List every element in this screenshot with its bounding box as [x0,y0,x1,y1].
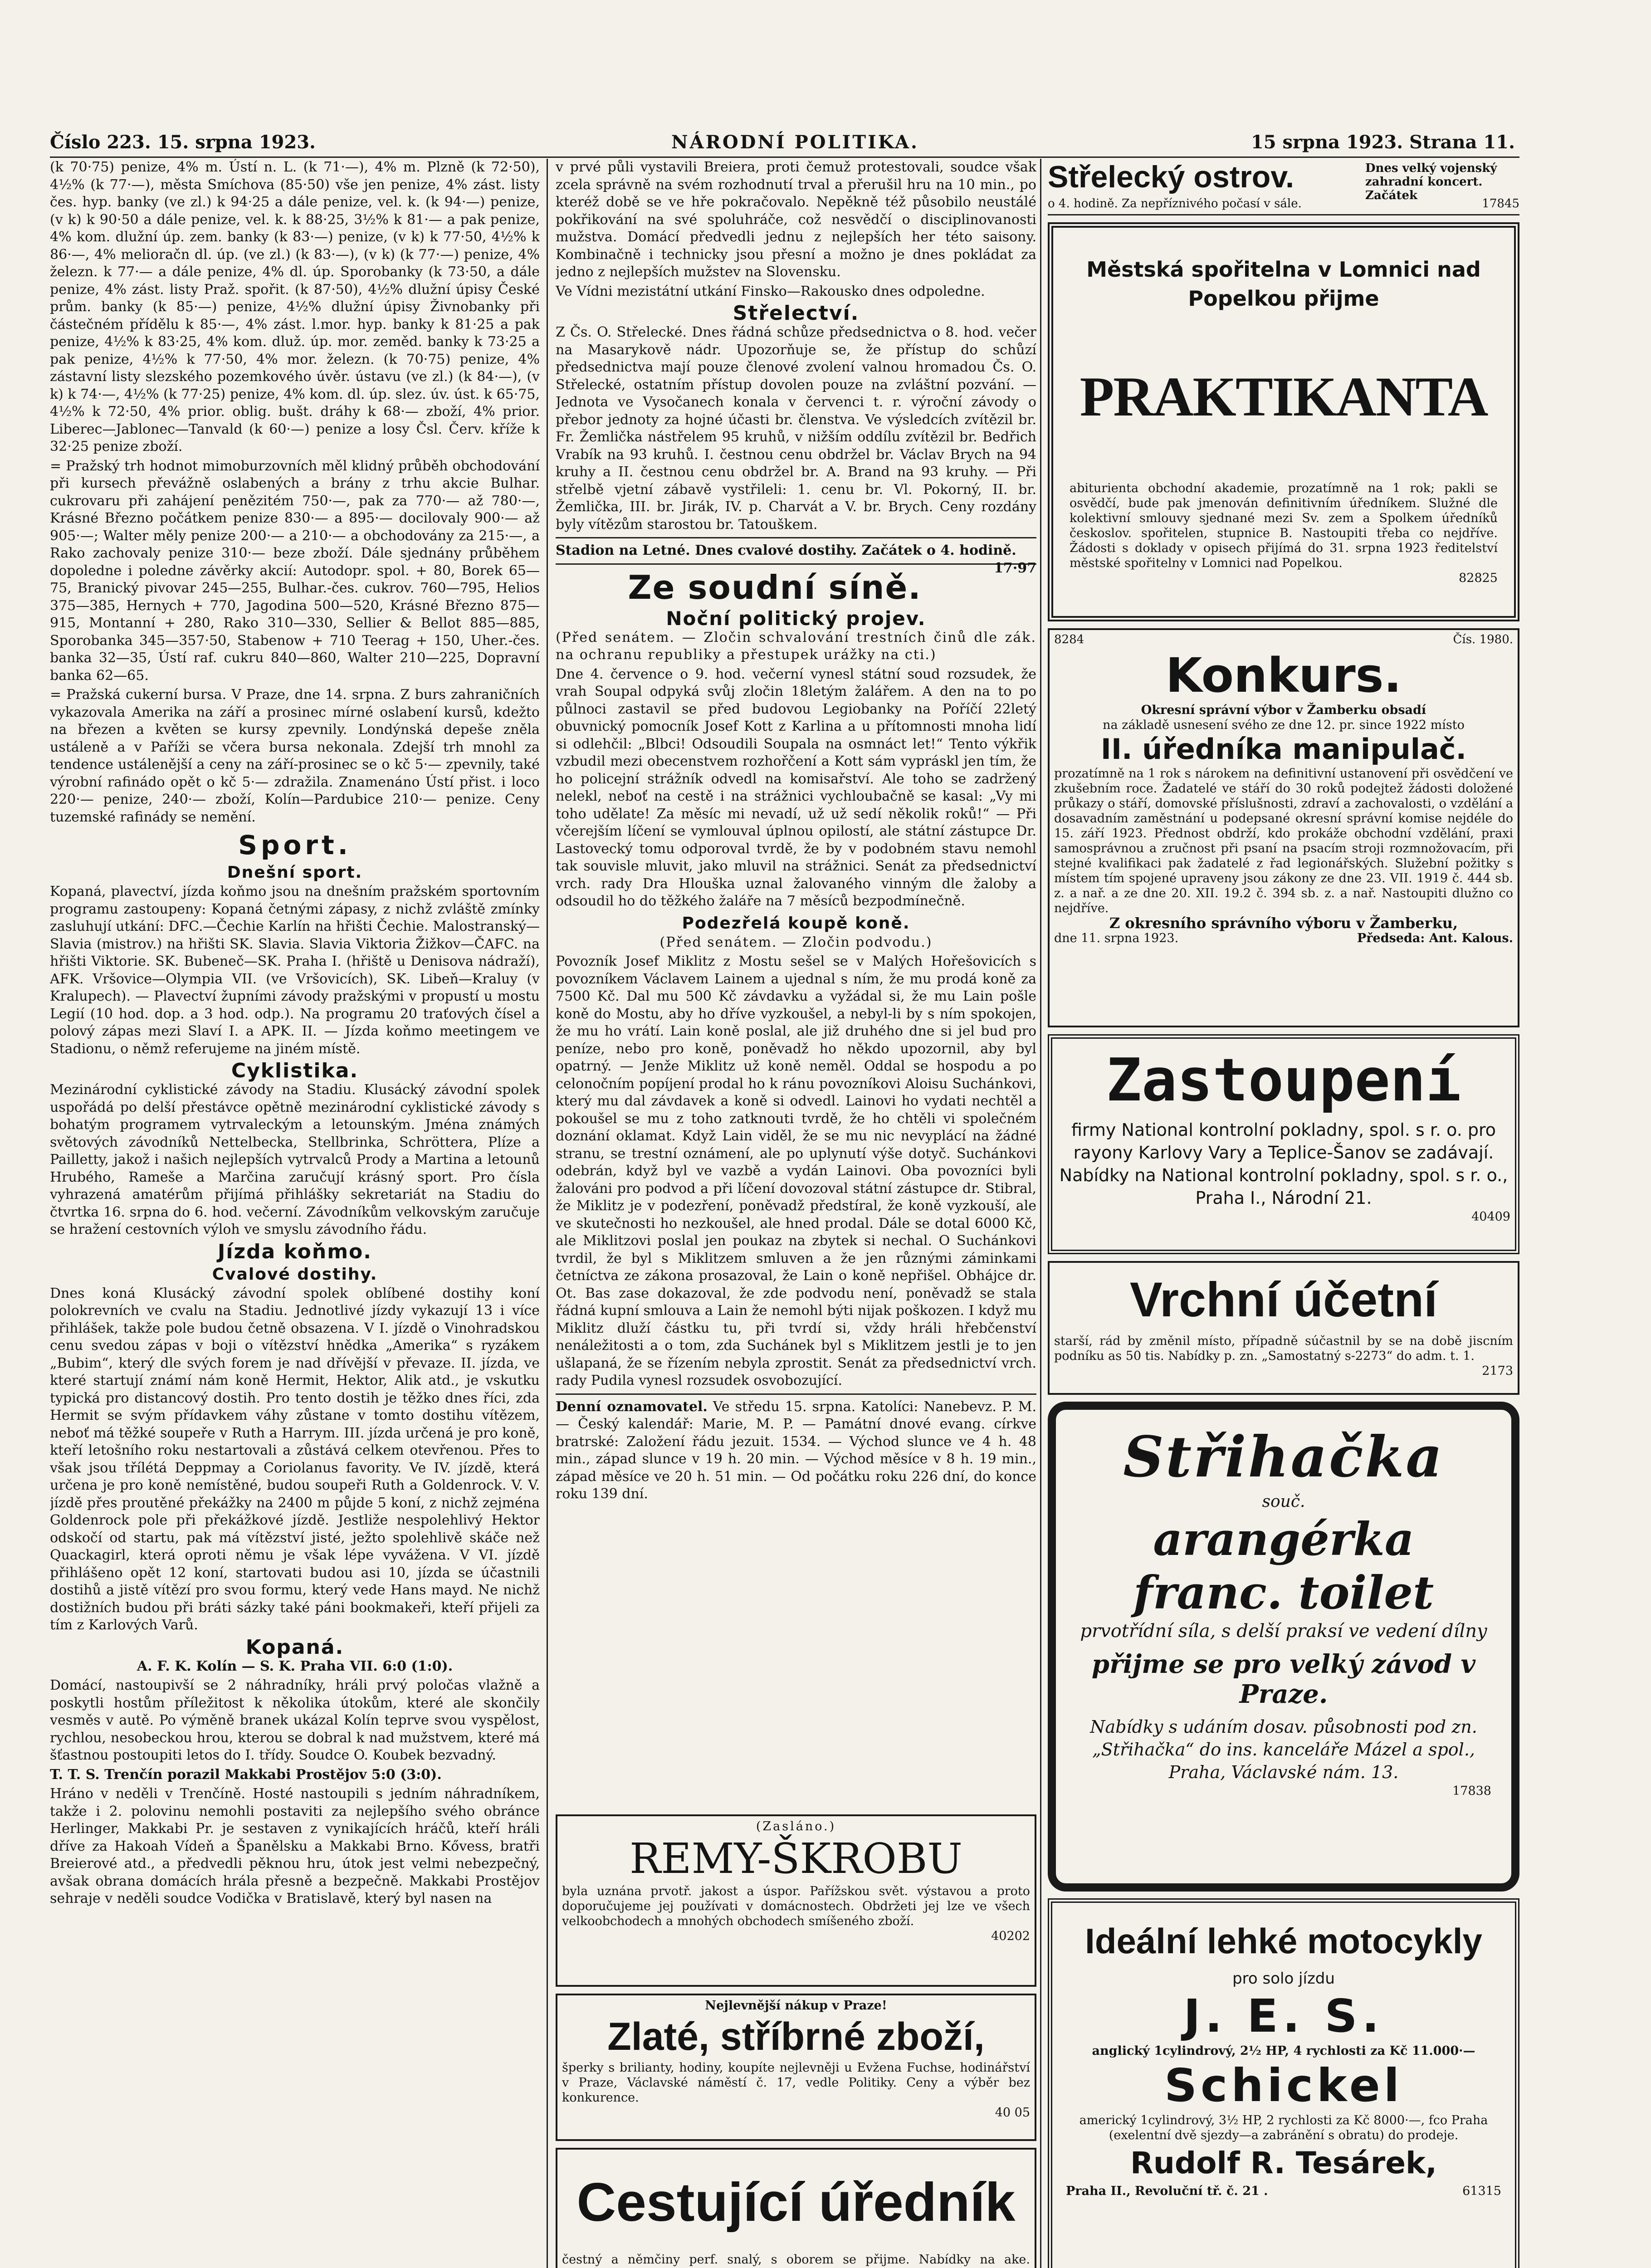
ad-remy-number: 40202 [991,1929,1030,1943]
ad-moto-schickel: Schickel [1164,2059,1403,2112]
ad-remy-title: REMY-ŠKROBU [630,1834,962,1883]
ad-sporitelna-text: abiturienta obchodní akademie, prozatímně na 1 rok; pakli se osvědčí, bude pak jmenován definitivním úředníkem. Služné dle kolektivní smlouvy sjednané mezi Sv. zem a Spolkem úředníků českoslov. spořitelen, stupnice B. Nastoupiti třeba co nejdříve. Žádosti s doklady v opisech přijímá do 31. srpna 1923 ředitelství městské spořitelny v Lomnici nad Popelkou. [1070,481,1498,570]
offboard-market: = Pražský trh hodnot mimoburzovních měl klidný průběh obchodování při kursech převážně oslabených a brány z trhu akcie Bulhar. cukrovaru při zahájení penězitém 750·—, pak za 770·— až 780·—, Krásné Březno počátkem penize 830·— a 895·— docilovaly 900·— až 905·—; Walter měly penize 200·— a 210·— a obchodovány za 215·—, a Rako zachovaly penize 310·— beze zboží. Dále sjednány průběhem dopoledne i poledne závěrky akcií: Autodopr. spol. + 80, Borek 65—75, Branický pivovar 245—255, Bulhar.-čes. cukrov. 760—795, Helios 375—385, Hernych + 770, Jagodina 500—520, Krásné Březno 875—915, Montanní + 280, Rako 310—330, Sellier & Bellot 885—885, Sporobanka 345—357·50, Stabenow + 710 Teerag + 150, Uher.-čes. banka 32—35, Ústí raf. cukru 840—860, Walter 210—225, Dopravní banka 62—65. [50,458,540,684]
ad-sporitelna-number: 82825 [1459,571,1498,585]
sport-article: Kopaná, plavectví, jízda koňmo jsou na dnešním pražském sportovním programu zastoupeny: Kopaná četnými zápasy, z nichž zvláště zmínky zasluhují utkání: DFC.—Čechie Karlín na hřišti Čechie. Malostranský—Slavia (mistrov.) na hřišti SK. Slavia. Slavia Viktoria Žižkov—ČAFC. na hřišti Viktorie. SK. Bubeneč—SK. Praha I. (hřiště u Denisova nádraží), AFK. Vršovice—Olympia VII. (ve Vršovicích), SK. Libeň—Kraluy (v Kralupech). — Plavectví župními závody pražskými v propustí u mostu Legií (10 hod. dop. a 3 hod. odp.). Na programu 20 traťových čísel a polový zápas mezi Slaví I. a APK. II. — Jízda koňmo meetingem ve Stadionu, o němž referujeme na jiném místě. [50,884,540,1057]
ad-sporitelna-praktikant: PRAKTIKANTA [1080,366,1488,428]
ad-konkurs-title2: II. úředníka manipulač. [1100,733,1467,766]
ad-strelecky-ostrov [1048,159,1519,215]
ad-sporitelna [1048,222,1519,621]
court-heading: Ze soudní síně. [628,568,922,606]
football-continued: v prvé půli vystavili Breiera, proti čemuž protestovali, soudce však zcela správně na svém rozhodnutí trval a přerušil hru na 10 min., po kteréž době se ve hře pokračovalo. Nepěkně též působilo neustálé pokřikování na své spoluhráče, což nesvědčí o disciplinovanosti mužstva. Domácí předvedli jednu z nejlepších her této saisony. Kombinačně i technicky jsou přesní a možno je dnes pokládat za jedno z nejlepších mužstev na Slovensku. [556,159,1036,280]
divider [556,563,1036,565]
ad-strihacka [1048,1402,1519,1892]
ad-konkurs-left: 8284 [1054,633,1084,646]
header-rule [50,156,1519,158]
cycling-article: Mezinárodní cyklistické závody na Stadiu. Klusácký závodní spolek uspořádá po delší přestávce opětně mezinárodní cyklistické závody s bohatým programem vytrvaleckým a letounským. Jména známých světových závodníků Nettelbecka, Stellbrinka, Schröttera, Plíze a Pailletty, jakož i našich nejlepších vytrvalců Prody a Martina a letounů Hrubého, Ramešе a Marčina zaručují krásný sport. Pro čísla vyhrazená amatérům přijímá přihlášky sekretariát na Stadiu do čtvrtka 16. srpna do 6. hod. večerní. Závodníkům velkovským zaručuje se hražení cestovních výloh ve smyslu závodního řádu. [50,1082,540,1237]
sport-heading: Sport. [238,830,352,860]
ad-strihacka-arangerka: arangérka [1153,1512,1414,1566]
page-header [50,132,1515,154]
football-match-2: T. T. S. Trenčín porazil Makkabi Prostějov 5:0 (3:0). [50,1766,442,1783]
ad-vrchni-number: 2173 [1482,1364,1513,1378]
ad-vrchni-text: starší, rád by změnil místo, případně súčastnil by se na době jiscním podníku as 50 tis. Nabídky p. zn. „Samostatný s-2273“ do adm. t. 1. [1054,1334,1513,1363]
calendar-heading: Denní oznamovatel. [556,1398,708,1415]
bond-rates: (k 70·75) penize, 4% m. Ústí n. L. (k 71·—), 4% m. Plzně (k 72·50), 4½% (k 77·—), města Smíchova (85·50) vše jen penize, 4% zást. listy čes. hyp. banky (ve zl.) k 94·25 a dále penize, vel. k. (k 94·—) penize, (v k) k 90·50 a dále penize, vel. k. k 88·25, 3½% k 81·— a pak penize, 4% kom. dlužní úp. zem. banky (k 83·—) penize, (v k) k 77·50, 4½% k 86·—, 4% melioračn dl. úp. (ve zl.) (k 83·—), (v k) (k 77·—) penize, 4% železn. k 77·— a dále penize, 4% dl. úp. Sporobanky (k 73·50, a dále penize, 4% zást. listy Praž. spořit. (k 87·50), 4½% dlužní úpisy České prům. banky (k 85·—) penize, 4½% dlužní úpisy Živnobanky při částečném přídělu k 85·—, 4% zást. l.mor. hyp. banky k 81·25 a pak penize, 4½% k 83·25, 4% kom. dluž. úp. mor. zeměd. banky k 73·25 a pak penize, 4½% k 77·50, 4% mor. železn. (k 70·75) penize, 4% zástavní listy slezského pozemkového úvěr. ústavu (ve zl.) (k 84·—), (v k) k 74·—, 4½% (k 77·25) penize, 4% kom. dl. úp. slez. úv. úst. k 65·75, 4½% k 72·50, 4% prior. oblig. bušt. dráhy k 68·— zboží, 4% prior. Liberec—Jablonec—Tanvald (k 60·—) penize a losy Čsl. Červ. kříže k 32·25 penize zboží. [50,159,540,455]
calendar-text: Ve středu 15. srpna. Katolíci: Nanebevz. P. M. — Český kalendář: Marie, M. P. — Památní dnové evang. církve bratrské: Založení řádu jezuit. 1534. — Východ slunce ve 4 h. 48 min., západ slunce v 19 h. 20 min. — Východ měsíce v 8 h. 19 min., západ měsíce ve 20 h. 51 min. — Od počátku roku 226 dní, do konce roku 139 dní. [556,1398,1036,1502]
ad-strelecky-number: 17845 [1482,197,1519,210]
ad-strihacka-text1: prvotřídní síla, s delší praksí ve vedení dílny [1080,1621,1487,1642]
court-article-2: Povozník Josef Miklitz z Mostu sešel se v Malých Hořešovicích s povozníkem Václavem Lainem a ujednal s ním, že mu prodá koně za 7500 Kč. Dal mu 500 Kč závdavku a vyžádal si, že mu Lain pošle koně do Mostu, aby ho dříve vyzkoušel, a nebyl-li by s ním spokojen, že mu ho vrátí. Lain koně poslal, ale již druhého dne si jel bud pro peníze, nebo pro koně, poněvadž ho někdo upozornil, aby byl opatrný. — Jenže Miklitz už koně neměl. Oddal se hospodu a po celonočním popíjení prodal ho k ránu povozníkovi Aloisu Suchánkovi, který mu dal závdavek a koně si odvedl. Lainovi ho vydati nechtěl a pokoušel se mu z toho zatknouti tvrdě, že ho chtěli vi společném doznání oklamat. Když Lain viděl, že se mu nic nevyplácí na žádné stranu, se trestní oznámení, ale po uplynutí výše dotyč. Suchánkovi odebrán, když byl ve vazbě a vydán Lainovi. Oba povozníci byli žalováni pro podvod a při líčení dovozoval státní zástupce dr. Stibral, že Miklitz je v podezření, poněvadž předstíral, že koně vyzkouší, ale ve skutečnosti ho nezkoušel, ale hned prodal. Dále se dotal 6000 Kč, ale Miklitzovi poslal jen poukaz na zbytek si nechal. O Suchánkovi tvrdil, že byl s Miklitzem smluven a že jen různými záminkami četníctva ze zákona prosazoval, že Lain o koně nepřišel. Obhájce dr. Ot. Bas zase dokazoval, že zde podvodu není, poněvadž se stala řádná kupní smlouva a Lain že nemohl býti nijak poškozen. I když mu Miklitz dluží částku tu, při tvrdí si, vždy hráli hřebčenství nenáležitosti a o tom, zda Suchánek byl s Miklitzem jestli je to jen ušlapaná, že se řízením nebyla zprostit. Senát za předsednictví vrch. rady Pudila vynesl rozsudek osvobozující. [556,953,1036,1388]
ad-konkurs-title: Konkurs. [1165,648,1402,703]
ad-travel-title: Cestující úředník [576,2172,1016,2233]
football-article-2: Hráno v neděli v Trenčíně. Hosté nastoupili s jedním náhradníkem, takže i 2. polovinu nemohli postaviti za nejlepšího svého obránce Herlinger, Makkabi Pr. je sestaven z vynikajících hráčů, kteří hráli dříve za Hakoah Vídeň a Španělsku a Makkabi Brno. Kővess, bratři Breierové atd., a předvedli pěknou hru, útok jest velmi nebezpečný, avšak obrana domácích hrála přesně a bezpečně. Makkabi Prostějov sehraje v neděli soudce Vodička v Bratislavě, který byl nasen na [50,1786,540,1906]
ad-travel-text: čestný a němčiny perf. snalý, s oborem se přijme. Nabídky na ake. [562,2253,1030,2267]
ad-konkurs-right: Čís. 1980. [1453,633,1513,646]
ad-konkurs [1048,628,1519,1027]
divider [556,537,1036,538]
ad-strelecky-title: Střelecký ostrov. [1048,160,1294,194]
calendar-notice [556,1398,1036,1503]
ad-strelecky-side: Dnes velký vojenský zahradní koncert. Začátek [1365,161,1497,202]
column-middle [556,159,1036,1810]
ad-gold-title: Zlaté, stříbrné zboží, [607,2015,985,2058]
column-left [50,159,540,2268]
ad-travel-clerk [556,2148,1036,2268]
football-article-1: Domácí, nastoupivší se 2 náhradníky, hráli prvý poločas vlažně a poskytli hostům příležitost k několika útokům, které ale skončily vesměs v autě. Po výměně branek ukázal Kolín teprve svou vyspělost, rychlou, nesobeckou hrou, kterou se dobral k nad mužstvem, které má šťastnou postoupiti letos do I. třídy. Soudce O. Koubek bezvadný. [50,1677,540,1763]
ad-sporitelna-title: Městská spořitelna v Lomnici nad Popelkou přijme [1086,257,1481,311]
ad-moto-sub: pro solo jízdu [1232,1970,1335,1988]
sport-subheading: Dnešní sport. [227,863,363,882]
court-subheading-2: Podezřelá koupě koně. [682,914,910,933]
ad-gold [556,1994,1036,2141]
ad-moto-title: Ideální lehké motocykly [1085,1921,1482,1961]
ad-strihacka-text2: Nabídky s udáním dosav. působnosti pod zn. „Střihačka“ do ins. kanceláře Mázel a spol., Praha, Václavské nám. 13. [1090,1717,1477,1782]
ad-konkurs-line1: Okresní správní výbor v Žamberku obsadí [1141,703,1426,717]
ad-konkurs-line2: na základě usnesení svého ze dne 12. pr. since 1922 místo [1103,718,1465,732]
football-match-1: A. F. K. Kolín — S. K. Praha VII. 6:0 (1:0). [137,1658,453,1674]
ad-remy-zasl: (Zasláno.) [756,1819,836,1833]
divider [556,1393,1036,1395]
ad-zastoupeni-title: Zastoupení [1106,1046,1461,1114]
horse-article: Dnes koná Klusácký závodní spolek oblíbené dostihy koní polokrevních ve cvalu na Stadiu. Jednotlivé jízdy vykazují 13 i více přihlášek, takže pole budou četně obsazena. V I. jízdě o Vinohradskou cenu svedou zápas v boji o vítězství hnědka „Amerika“ s ryzákem „Bubim“, který dle svých forem je nad dřívější v převaze. II. jízda, ve které startují známí nám koně Hermit, Hektor, Alik atd., je vskutku typická pro distancový dostih. Pro tento dostih je těžko dnes říci, zda Hermit se svým přídavkem váhy zůstane v tomto dostihu vítězem, neboť má těžké soupeře v Ruth a Harrym. III. jízda určená je pro koně, kteří letošního roku nestartovali a zůstává celkem otevřenou. Přes to však jsou třílétá Deppmay a Coriolanus favority. Ve IV. jízdě, která určena je pro koně nemístěné, budou soupeři Ruth a Goldenrock. V. V. jízdě přes proutěné překážky na 2400 m půjde 5 koní, z nichž zejména Goldenrock pole při překážkové jízdě. Jestliže nespolehlivý Hektor odskočí od startu, pak má vítězství jisté, ježto spolehlivě skáče než Quackagirl, která oproti němu je však lépe vyvážena. V VI. jízdě přihlášeno opět 12 koní, startovati budou asi 10, jízda se účastnili dostihů a jistě vítězí pro svou formu, který vede Hans mayd. Ne nichž dostižních budou při bráti sázky také páni bookmakeři, kteří přijeli za tím z Karlových Varů. [50,1285,540,1633]
ad-konkurs-meta [1054,633,1513,648]
column-divider [1040,159,1041,2268]
ad-zastoupeni-number: 40409 [1471,1210,1510,1224]
ad-gold-top: Nejlevnější nákup v Praze! [705,1999,887,2013]
court-subheading: Noční politický projev. [666,607,926,630]
masthead: NÁRODNÍ POLITIKA. [671,132,919,153]
ad-konkurs-footer2: dne 11. srpna 1923. [1054,931,1179,945]
ad-moto-text2: americký 1cylindrový, 3½ HP, 2 rychlosti za Kč 8000·—, fco Praha (exelentní dvě sjezdy—a zabránění s obratu) do prodeje. [1079,2113,1488,2142]
ad-moto-address: Praha II., Revoluční tř. č. 21 . [1066,2184,1268,2198]
court-article-1: Dne 4. července o 9. hod. večerní vynesl státní soud rozsudek, že vrah Soupal odpyká svůj zločin 18letým žalářem. A den na to po půlnoci zastavil se před budovou Legiobanky na Poříčí 22letý obuvnický pomocník Josef Kott z Karlina a u přítomnosti mnoha lidí si odlehčil: „Blbci! Odsoudili Soupala na osmnáct let!“ Tento výkřik vzbudil mezi obecenstvem rozhořčení a Kott sám vypráskl jen tím, že ho policejní strážník odvedl na komisařství. Ale toho se zadržený nelekl, neboť na cestě i na strážnici vychloubačně se kasal: „Vy mi toho udělatе! Za měsíc mi nevadí, už už sedí několik roků!“ — Při včerejším líčení se vymlouval úplnou opilostí, ale státní zástupce Dr. Lastovecký tomu odporoval tvrdě, že by v podobném stavu nemohl tak souvisle mluvit, jako mluvil na strážnici. Senát za předsednictví vrch. rady Dra Hlouška uznal žalovaného vinným dle žaloby a odsoudil ho do těžkého žaláře na 7 měsíců bezpodmínečně. [556,666,1036,909]
ad-strelecky-bottom: o 4. hodině. Za nepříznivého počasí v sále. [1048,197,1302,210]
ad-konkurs-footer3: Předseda: Ant. Kalous. [1357,931,1513,945]
ad-zastoupeni-text: firmy National kontrolní pokladny, spol. s r. o. pro rayony Karlovy Vary a Teplice-Šanov se zadávají. Nabídky na National kontrolní pokladny, spol. s r. o., Praha I., Národní 21. [1059,1120,1508,1208]
column-divider [547,159,548,2268]
ad-moto-number: 61315 [1462,2184,1501,2198]
ad-moto-address-line [1066,2184,1501,2199]
ad-remy-text: byla uznána prvotř. jakost a úspor. Pařížskou svět. výstavou a proto doporučujeme jej používati v domácnostech. Obdržeti jej lze ve všech velkoobchodech a mnohých obchodech smíšeného zboží. [562,1884,1030,1928]
ad-strihacka-number: 17838 [1452,1784,1491,1798]
football-heading: Kopaná. [245,1635,344,1659]
ad-moto-rudolf: Rudolf R. Tesárek, [1130,2146,1437,2180]
ad-vrchni-title: Vrchní účetní [1129,1272,1438,1327]
ad-konkurs-text: prozatímně na 1 rok s nárokem na definitivní ustanovení při osvědčení ve zkušebním roce. Žadatelé ve stáří do 30 roků podejtež žádosti doložené průkazy o stáří, domovské příslušnosti, zdraví a zachovalosti, o vzdělání a dosavadním zaměstnání u podepsané okresní správní komise nejdéle do 15. září 1923. Přednost obdrží, kdo prokáže obchodní vzdělání, praxi samosprávnou a zručnost při psaní na psacím stroji rozmnožovacím, při stejné kvalifikaci pak žadatelé z řad legionářských. Služební požitky s místem tím spojené upraveny jsou zákony ze dne 23. VII. 1919 č. 444 sb. z. a nař. a ze dne 20. XII. 19.2 č. 394 sb. z. a nař. Nastoupiti dlužno co nejdříve. [1054,767,1513,915]
shooting-article: Z Čs. O. Střelecké. Dnes řádná schůze předsednictva o 8. hod. večer na Masarykově nádr. Upozorňuje se, že přístup do schůzí předsednictva mají pouze členové zvolení valnou hromadou Čs. O. Střelecké, ostatním přístup dovolen pouze na zvláštní pozvání. — Jednota ve Vysočanech konala v červenci t. r. výroční závody o přebor jednoty za hojné účasti br. členstva. Ve výsledcích zvítězil br. Fr. Žemlička nástřelem 95 kruhů, v nižším oddílu zvítězil br. Bedřich Vrabík na 93 kruhů. I. čestnou cenu obdržel br. Václav Brych na 94 kruhy a II. čestnou cenu obdržel br. A. Brand na 93 kruhy. — Při střelbě vjetní zábavě vystřileli: 1. cenu br. Vl. Pokorný, II. br. Žemlička, III. br. Jirák, IV. p. Charvát a V. br. Brych. Ceny rozdány byly vítězům starostou br. Tatouškem. [556,324,1036,533]
ad-vrchni-ucetni [1048,1261,1519,1395]
stadion-notice [556,542,1036,576]
court-lead: (Před senátem. — Zločin schvalování trestních činů dle zák. na ochranu republiky a přestupek urážky na cti.) [556,629,1036,663]
vienna-match: Ve Vídni mezistátní utkání Finsko—Rakousko dnes odpoledne. [556,283,985,299]
ad-motocykly [1048,1898,1519,2268]
horse-subheading: Cvalové dostihy. [212,1265,378,1284]
ad-strihacka-souc: souč. [1262,1492,1305,1511]
ad-strihacka-title: Střihačka [1123,1424,1444,1490]
shooting-heading: Střelectví. [733,302,860,325]
issue-number: Číslo 223. 15. srpna 1923. [50,132,316,153]
stadion-number: 17·97 [994,560,1036,576]
ad-gold-number: 40 05 [995,2106,1030,2120]
sugar-exchange: = Pražská cukerní bursa. V Praze, dne 14. srpna. Z burs zahraničních vykazovala Amerika na září a prosinec mírné oslabení kursů, kdežto na březen a květen se kursy zpevnily. Londýnská depeše zněla ustáleně a v Paříži se včera bursa nekonala. Zdejší trh mnohl za tendence ustálenější a ceny na září-prosinec se o kč 5·— zpevnily, také výrobní rafinádo opět o kč 5·— zdražila. Znamenáno Ústí přist. i loco 220·— penize, 240·— zboží, Kolín—Pardubice 210·— penize. Ceny tuzemské rafinády se nemění. [50,687,540,825]
ad-moto-text1: anglický 1cylindrový, 2½ HP, 4 rychlosti za Kč 11.000·— [1092,2044,1475,2058]
ad-moto-jes: J. E. S. [1183,1989,1384,2043]
ad-remy [556,1814,1036,1987]
ad-strihacka-prijme: přijme se pro velký závod v Praze. [1091,1649,1476,1709]
ad-gold-text: šperky s brilianty, hodiny, koupíte nejlevněji u Evžena Fuchse, hodinářství v Praze, Václavské náměstí č. 17, vedle Politiky. Ceny a výběr bez konkurence. [562,2061,1030,2105]
page-date: 15 srpna 1923. Strana 11. [1250,132,1515,153]
court-lead-2: (Před senátem. — Zločin podvodu.) [659,934,933,950]
ad-konkurs-footer-line [1054,931,1513,946]
ad-zastoupeni [1048,1034,1519,1254]
cycling-heading: Cyklistika. [231,1059,359,1082]
horse-heading: Jízda koňmo. [218,1240,372,1263]
ad-strihacka-franc: franc. toilet [1133,1566,1434,1619]
stadion-text: Stadion na Letné. Dnes cvalové dostihy. Začátek o 4. hodině. [556,543,1016,558]
ad-konkurs-footer1: Z okresního správního výboru v Žamberku, [1109,914,1458,932]
